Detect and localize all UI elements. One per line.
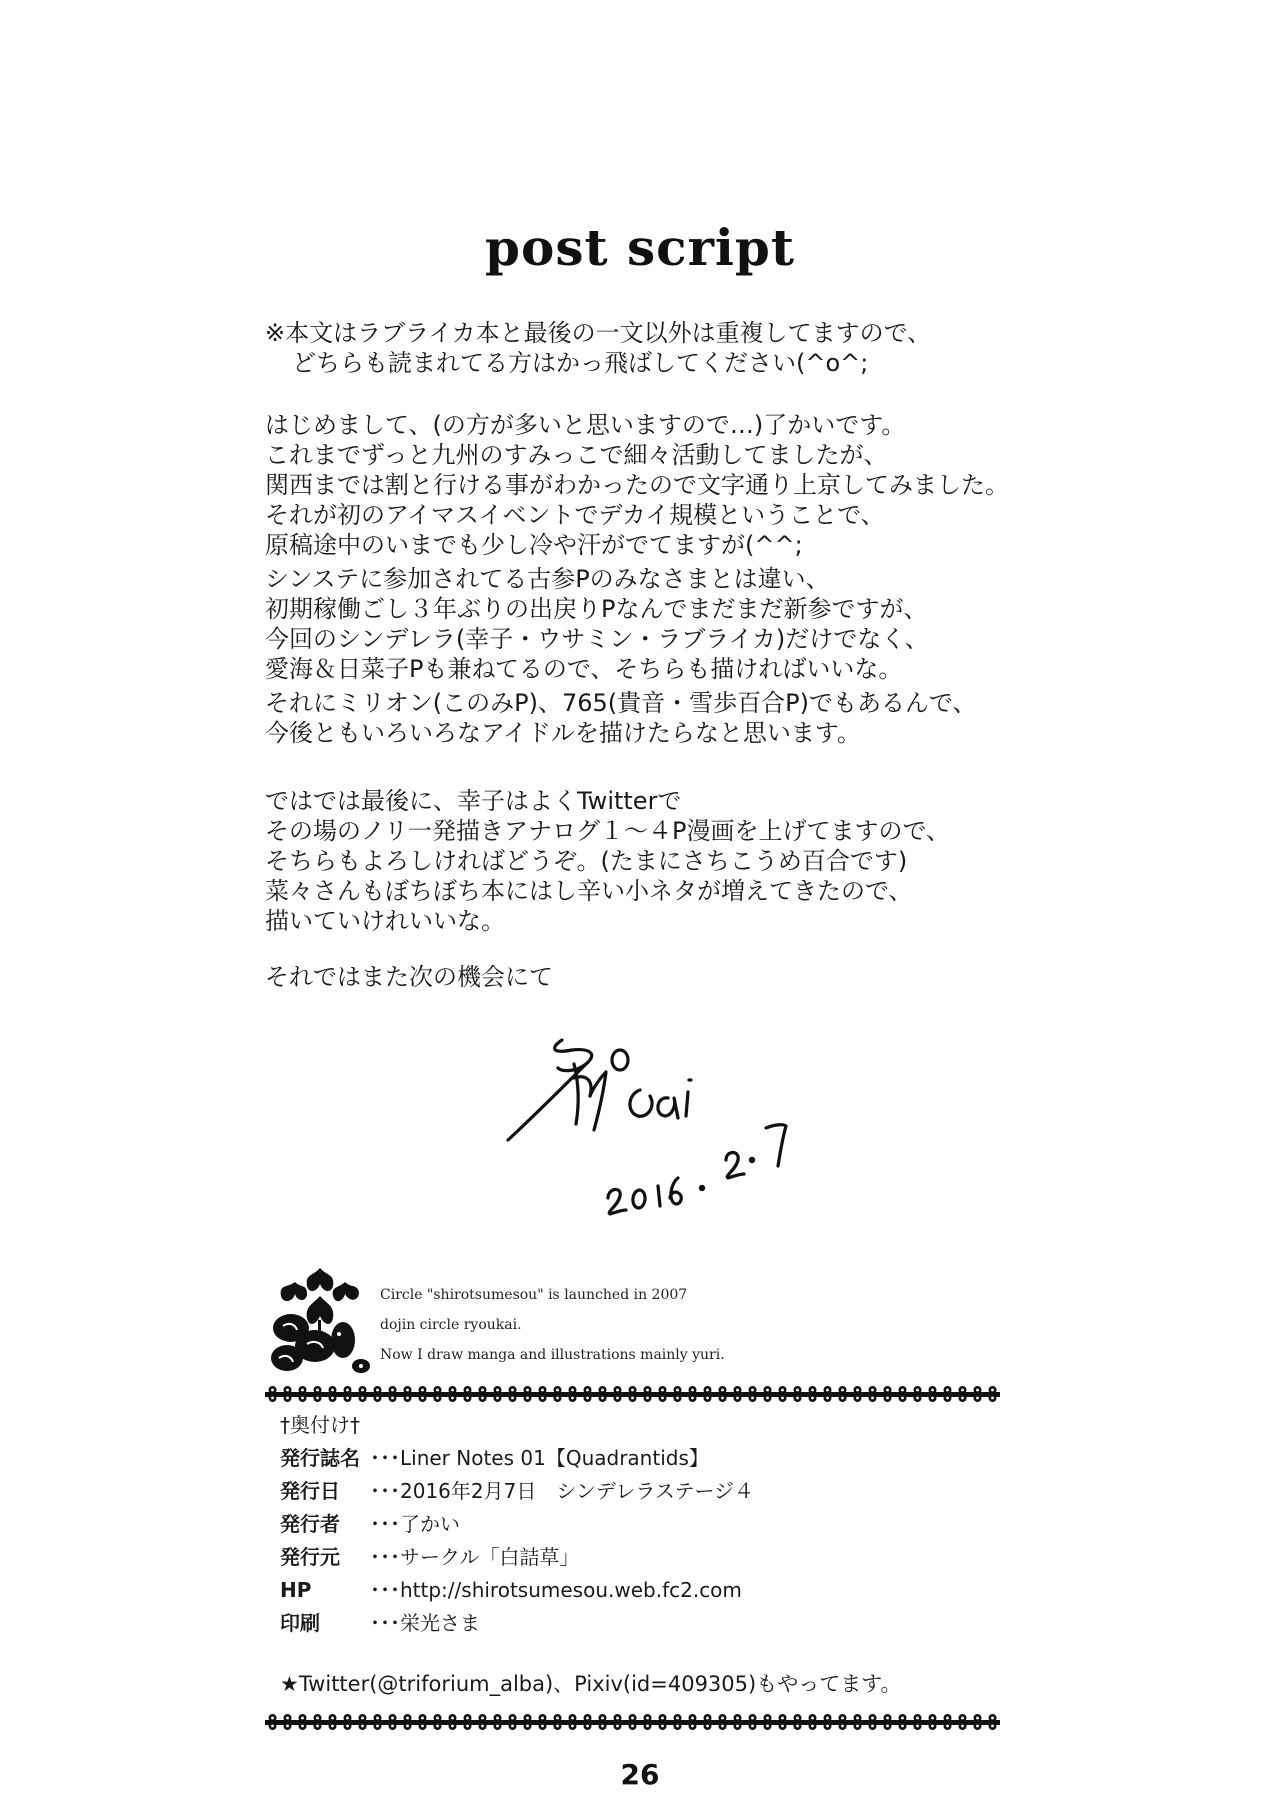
note-line: どちらも読まれてる方はかっ飛ばしてください(^o^;	[292, 349, 869, 377]
paragraph-intro	[265, 410, 1065, 560]
colophon-heading: †奥付け†	[280, 1413, 360, 1437]
colophon-row	[280, 1541, 1000, 1574]
paragraph-line: それが初のアイマスイベントでデカイ規模ということで、	[265, 501, 885, 529]
paragraph-producer	[265, 564, 1065, 684]
colophon-value: ･･･了かい	[370, 1512, 460, 1536]
paragraph-line: その場のノリ一発描きアナログ１～４P漫画を上げてますので、	[265, 817, 951, 845]
colophon-value: ･･･栄光さま	[370, 1611, 480, 1635]
paragraph-line: 関西までは割と行ける事がわかったので文字通り上京してみました。	[265, 471, 1009, 499]
colophon	[280, 1408, 1000, 1640]
paragraph-line: 描いていけれいいな。	[265, 907, 505, 935]
page-title: post script	[485, 218, 795, 277]
colophon-value: ･･･サークル「白詰草」	[370, 1545, 580, 1569]
note-block	[265, 318, 1065, 378]
colophon-key: HP	[280, 1578, 312, 1602]
handwritten-signature	[490, 1020, 930, 1220]
paragraph-line: 菜々さんもぼちぼち本にはし辛い小ネタが増えてきたので、	[265, 877, 913, 905]
paragraph-line: 愛海＆日菜子Pも兼ねてるので、そちらも描ければいいな。	[265, 655, 903, 683]
colophon-value: ･･･2016年2月7日 シンデレラステージ４	[370, 1479, 755, 1503]
circle-logo	[265, 1262, 375, 1380]
paragraph-line: はじめまして、(の方が多いと思いますので…)了かいです。	[265, 411, 906, 439]
colophon-key: 発行元	[280, 1545, 340, 1569]
paragraph-line: それにミリオン(このみP)、765(貴音・雪歩百合P)でもあるんで、	[265, 689, 977, 717]
circle-info-line: Circle "shirotsumesou" is launched in 2007	[380, 1287, 688, 1303]
colophon-value: ･･･Liner Notes 01【Quadrantids】	[370, 1446, 709, 1470]
note-line: ※本文はラブライカ本と最後の一文以外は重複してますので、	[265, 319, 932, 347]
paragraph-idols	[265, 688, 1065, 748]
paragraph-twitter	[265, 786, 1065, 936]
circle-info	[380, 1280, 725, 1370]
paragraph-line: ではでは最後に、幸子はよくTwitterで	[265, 787, 682, 815]
page-number: 26	[620, 1758, 660, 1791]
paragraph-line: 原稿途中のいまでも少し冷や汗がでてますが(^^;	[265, 531, 803, 559]
social-links: ★Twitter(@triforium_alba)、Pixiv(id=409305)もやってます。	[280, 1672, 902, 1696]
paragraph-line: 初期稼働ごし３年ぶりの出戻りPなんでまだまだ新参ですが、	[265, 595, 928, 623]
colophon-value: ･･･http://shirotsumesou.web.fc2.com	[370, 1578, 742, 1602]
closing-line	[265, 962, 1065, 992]
paragraph-line: 今後ともいろいろなアイドルを描けたらなと思います。	[265, 719, 861, 747]
paragraph-line: 今回のシンデレラ(幸子・ウサミン・ラブライカ)だけでなく、	[265, 625, 929, 653]
lace-divider-top	[265, 1386, 1000, 1402]
colophon-row	[280, 1574, 1000, 1607]
circle-info-line: Now I draw manga and illustrations mainly yuri.	[380, 1347, 725, 1363]
colophon-key: 発行者	[280, 1512, 340, 1536]
colophon-key: 発行日	[280, 1479, 340, 1503]
colophon-key: 印刷	[280, 1611, 320, 1635]
colophon-row	[280, 1508, 1000, 1541]
circle-intro	[265, 1262, 1005, 1382]
paragraph-line: これまでずっと九州のすみっこで細々活動してましたが、	[265, 441, 888, 469]
colophon-key: 発行誌名	[280, 1446, 360, 1470]
lace-divider-bottom	[265, 1714, 1000, 1730]
closing-text: それではまた次の機会にて	[265, 963, 553, 991]
colophon-row	[280, 1442, 1000, 1475]
colophon-row	[280, 1475, 1000, 1508]
paragraph-line: そちらもよろしければどうぞ。(たまにさちこうめ百合です)	[265, 847, 908, 875]
paragraph-line: シンステに参加されてる古参Pのみなさまとは違い、	[265, 565, 830, 593]
circle-info-line: dojin circle ryoukai.	[380, 1317, 522, 1333]
colophon-row	[280, 1607, 1000, 1640]
